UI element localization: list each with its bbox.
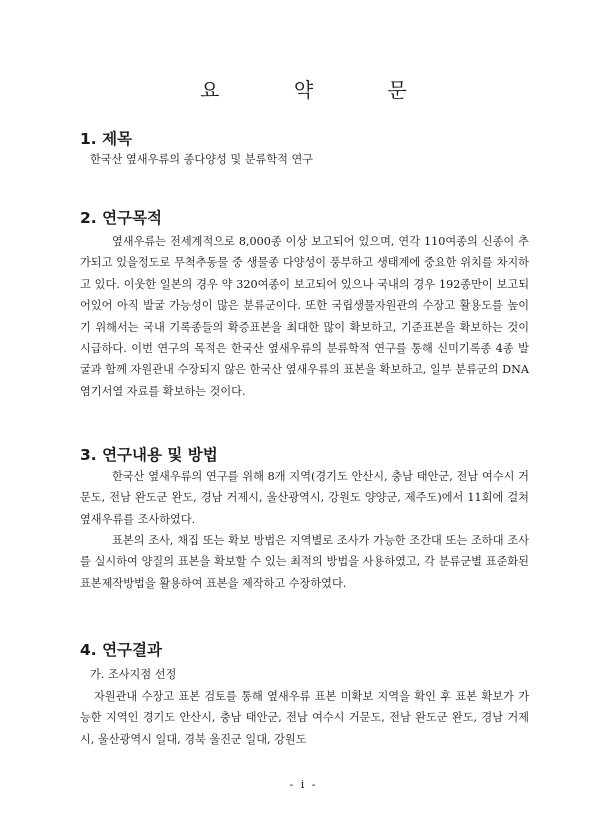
section-heading-methods: 3. 연구내용 및 방법	[80, 446, 218, 464]
section-methods-text-2: 표본의 조사, 채집 또는 확보 방법은 지역별로 조사가 가능한 조간대 또는 조하대 조사를 실시하여 양질의 표본을 확보할 수 있는 최적의 방법을 사용하였고, 각 분류군별 표준화된 표본제작방법을 활용하여 표본을 제작하고 수장하였다.	[80, 534, 529, 590]
section-purpose-text: 옆새우류는 전세계적으로 8,000종 이상 보고되어 있으며, 연각 110여종의 신종이 추가되고 있을정도로 무척추동물 중 생물종 다양성이 풍부하고 생태계에 중요한 위치를 차지하고 있다. 이웃한 일본의 경우 약 320여종이 보고되어 있으나 국내의 경우 192종만이 보고되어있어 아직 발굴 가능성이 많은 분류군이다. 또한 국립생물자원관의 수장고 활용도를 높이기 위해서는 국내 기록종들의 확증표본을 최대한 많이 확보하고, 기준표본을 확보하는 것이 시급하다. 이번 연구의 목적은 한국산 옆새우류의 분류학적 연구를 통해 신미기록종 4종 발굴과 함께 자원관내 수장되지 않은 한국산 옆새우류의 표본을 확보하고, 일부 분류군의 DNA 염기서열 자료를 확보하는 것이다.	[80, 235, 529, 398]
page-number: - i -	[289, 778, 318, 791]
section-methods-text-1: 한국산 옆새우류의 연구를 위해 8개 지역(경기도 안산시, 충남 태안군, 전남 여수시 거문도, 전남 완도군 완도, 경남 거제시, 울산광역시, 강원도 양양군, 제주도)에서 11회에 걸쳐 옆새우류를 조사하였다.	[80, 470, 529, 526]
page-title: 요 약 문	[200, 78, 441, 102]
section-heading-title: 1. 제목	[80, 130, 133, 148]
section-title-text: 한국산 옆새우류의 종다양성 및 분류학적 연구	[90, 153, 314, 166]
section-heading-purpose: 2. 연구목적	[80, 209, 162, 227]
section-results-subheading: 가. 조사지점 선정	[90, 668, 177, 681]
section-results-text: 자원관내 수장고 표본 검토를 통해 옆새우류 표본 미확보 지역을 확인 후 표본 확보가 가능한 지역인 경기도 안산시, 충남 태안군, 전남 여수시 거문도, 전남 완도군 완도, 경남 거제시, 울산광역시 일대, 경북 울진군 일대, 강원도	[80, 690, 529, 746]
section-heading-results: 4. 연구결과	[80, 641, 162, 659]
